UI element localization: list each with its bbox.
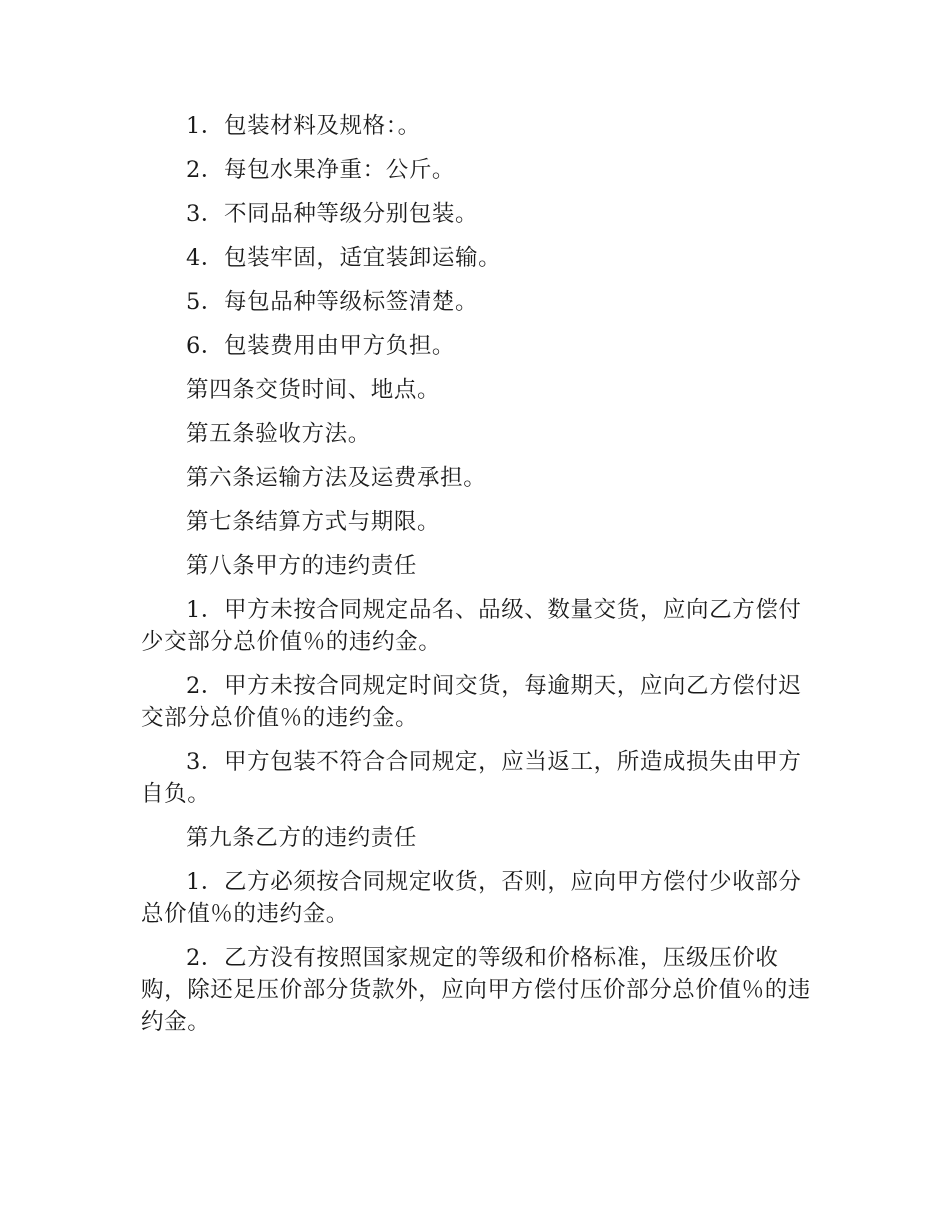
packaging-item-2: 2．每包水果净重：公斤。 bbox=[186, 157, 456, 183]
article-6-heading: 第六条运输方法及运费承担。 bbox=[186, 465, 487, 491]
packaging-item-3: 3．不同品种等级分别包装。 bbox=[186, 201, 479, 227]
article-8-heading: 第八条甲方的违约责任 bbox=[186, 553, 418, 579]
party-b-liability-1: 1．乙方必须按合同规定收货，否则，应向甲方偿付少收部分总价值％的违约金。 bbox=[141, 869, 802, 927]
packaging-item-5: 5．每包品种等级标签清楚。 bbox=[186, 289, 479, 315]
packaging-item-6: 6．包装费用由甲方负担。 bbox=[186, 333, 456, 359]
packaging-item-1: 1．包装材料及规格：。 bbox=[186, 113, 421, 139]
article-9-heading: 第九条乙方的违约责任 bbox=[186, 825, 418, 851]
packaging-item-4: 4．包装牢固，适宜装卸运输。 bbox=[186, 245, 502, 271]
party-a-liability-1: 1．甲方未按合同规定品名、品级、数量交货，应向乙方偿付少交部分总价值％的违约金。 bbox=[141, 597, 802, 655]
article-7-heading: 第七条结算方式与期限。 bbox=[186, 509, 441, 535]
party-b-liability-2: 2．乙方没有按照国家规定的等级和价格标准，压级压价收购，除还足压价部分货款外，应向甲方偿付压价部分总价值％的违约金。 bbox=[141, 945, 811, 1035]
party-a-liability-3: 3．甲方包装不符合合同规定，应当返工，所造成损失由甲方自负。 bbox=[141, 749, 802, 807]
article-4-heading: 第四条交货时间、地点。 bbox=[186, 377, 441, 403]
party-a-liability-2: 2．甲方未按合同规定时间交货，每逾期天，应向乙方偿付迟交部分总价值％的违约金。 bbox=[141, 673, 802, 731]
article-5-heading: 第五条验收方法。 bbox=[186, 421, 371, 447]
document-body bbox=[141, 110, 811, 1050]
